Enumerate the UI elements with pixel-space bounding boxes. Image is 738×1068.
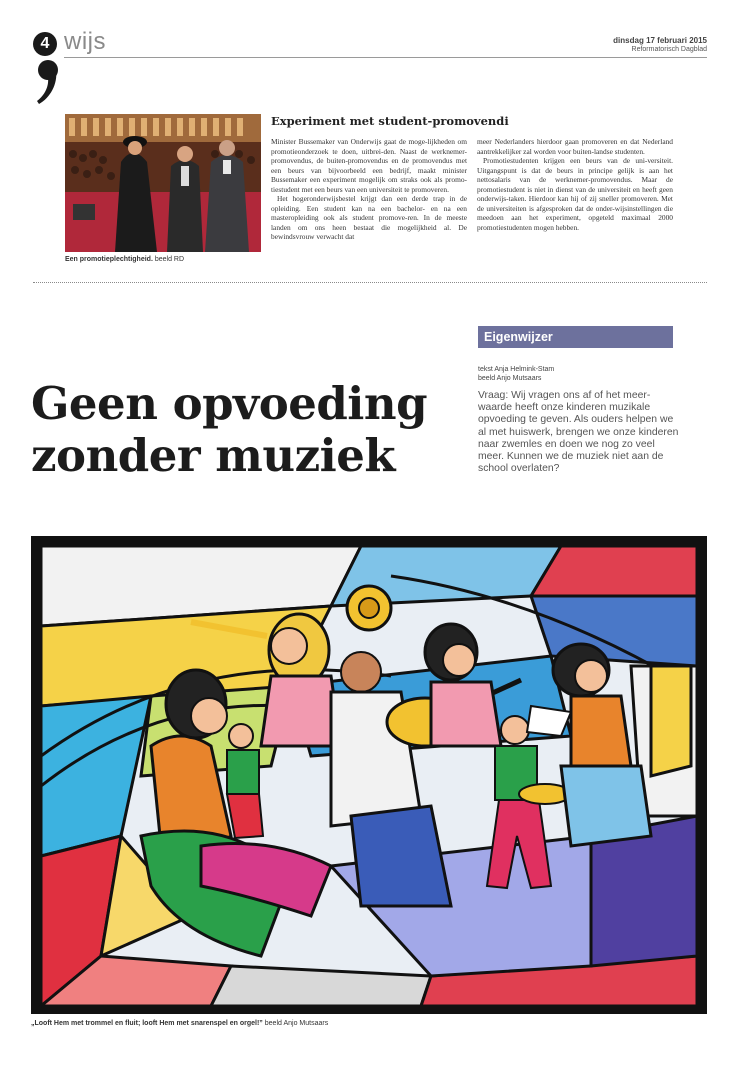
illustration-caption-text: „Looft Hem met trommel en fluit; looft Hem met snarenspel en orgel!” [31,1020,263,1027]
rubric-label: Eigenwijzer [478,326,673,348]
illustration-caption [31,1020,328,1027]
article-paragraph: Minister Bussemaker van Onderwijs gaat de moge-lijkheden om promotieonderzoek te doen, uitbrei-den. Naast de werknemer-promovendus, de buiten-promovendus en de promovendus met een beurs van bijvoorbeeld een bedrijf, maakt minister Bussemaker een experiment mogelijk om straks ook als promo-tiestudent met een beurs van een universiteit te promoveren. [271,137,467,194]
headline-line-1: Geen opvoeding [31,377,428,430]
photo-credit: beeld RD [154,256,185,263]
reader-question: Vraag: Wij vragen ons af of het meer-waarde heeft onze kinderen muzikale opvoeding te geven. Als ouders helpen we al met huiswerk, brengen we onze kinderen naar zwemles en doen we nog zo veel meer. Kunnen we de muziek niet aan de school overlaten? [478,390,679,475]
top-article-column-1 [271,137,467,242]
header-rule [64,57,707,58]
photo-caption-text: Een promotieplechtigheid. [65,256,153,263]
page-number: 4 [33,32,57,56]
article-paragraph: Het hogeronderwijsbestel krijgt dan een derde trap in de opleiding. Een student kan na een bachelor- en na een masteropleiding ook als student promove-ren. In de meeste landen om ons heen bestaat die mogelijkheid al. De bewindsvrouw verwacht dat [271,194,467,241]
text-credit: tekst Anja Helmink-Stam [478,366,555,373]
stained-glass-illustration [31,536,707,1014]
illustration-credit: beeld Anjo Mutsaars [264,1020,329,1027]
top-article-column-2 [477,137,673,232]
main-headline [31,378,427,482]
comma-logo-icon [36,58,60,106]
section-title: wijs [64,28,106,55]
top-article-title: Experiment met student-promovendi [271,114,509,128]
article-paragraph: meer Nederlanders hierdoor gaan promoveren en dat Nederland aantrekkelijker zal worden voor buiten-landse studenten. [477,137,673,156]
newspaper-name: Reformatorisch Dagblad [631,46,707,53]
promotion-ceremony-photo [65,114,261,252]
photo-caption [65,256,184,263]
headline-line-2: zonder muziek [31,429,396,482]
image-credit: beeld Anjo Mutsaars [478,375,542,382]
dotted-divider [33,282,707,283]
issue-date: dinsdag 17 februari 2015 [613,36,707,45]
article-paragraph: Promotiestudenten krijgen een beurs van de uni-versiteit. Uitgangspunt is dat de beurs in principe gelijk is aan het nettosalaris van de werknemer-promovendus. Maar de promotiestudent is niet in dienst van de universiteit en heeft geen onderwijs-taken. Hierdoor kan hij of zij sneller promoveren. Met de universiteiten is afgesproken dat de onder-wijsinstellingen die meedoen aan het experiment, opgeteld maximaal 2000 promotiestudenten mogen hebben. [477,156,673,232]
